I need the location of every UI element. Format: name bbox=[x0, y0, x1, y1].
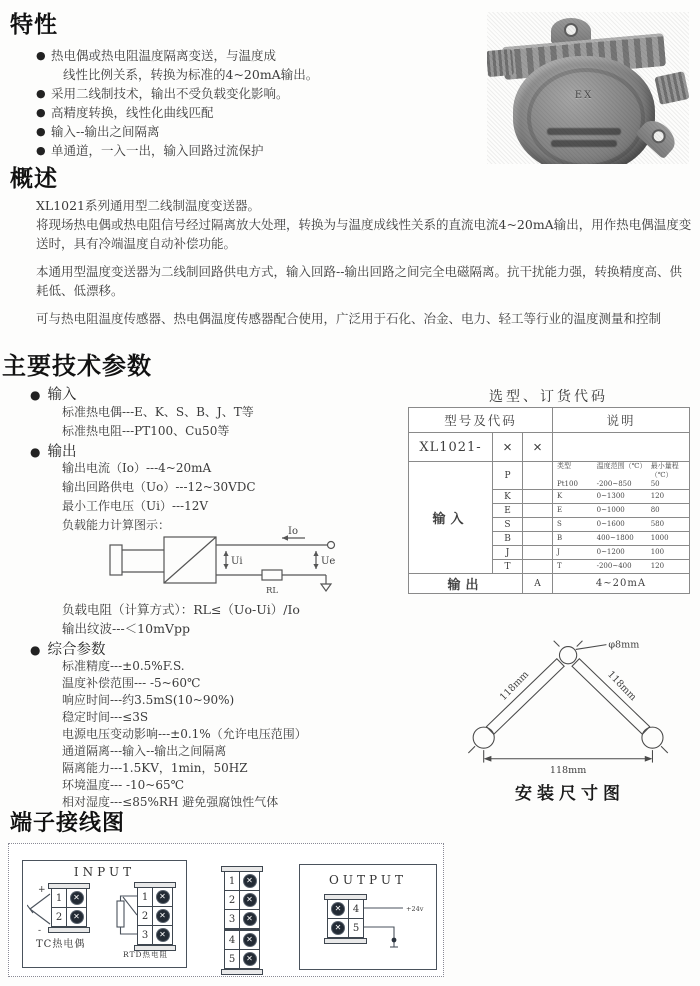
table-row: T T -200~400 120 bbox=[409, 560, 690, 574]
overview-paragraph: 本通用型温度变送器为二线制回路供电方式，输入回路--输出回路之间完全电磁隔离。抗干扰能力强，转换精度高、供耗低、低漂移。 bbox=[36, 264, 682, 298]
hole-diameter-label: φ8mm bbox=[608, 639, 640, 651]
terminal: 3 ✕ bbox=[138, 926, 172, 945]
terminal: 1 ✕ bbox=[138, 888, 172, 907]
mounting-hole-right bbox=[642, 727, 663, 748]
rtd-resistor-symbol bbox=[117, 901, 124, 927]
terminal: ✕ 4 bbox=[328, 900, 363, 919]
screw-icon: ✕ bbox=[244, 894, 256, 906]
input-bullet: ● 输入 bbox=[30, 387, 77, 403]
bullet-icon: ● bbox=[36, 49, 46, 62]
mounting-hole-left bbox=[473, 727, 494, 748]
terminal: 5 ✕ bbox=[225, 950, 259, 969]
terminal-cap bbox=[134, 882, 176, 888]
bullet-icon: ● bbox=[30, 388, 41, 402]
overview-heading: 概述 bbox=[10, 165, 58, 191]
terminal-strip bbox=[224, 871, 260, 970]
screw-icon: ✕ bbox=[157, 910, 169, 922]
feature-item: ● 采用二线制技术，输出不受负载变化影响。 bbox=[36, 86, 289, 101]
table-header-row bbox=[409, 408, 690, 433]
terminal: ✕ 5 bbox=[328, 919, 363, 938]
table-row: J J 0~1200 100 bbox=[409, 546, 690, 560]
terminal-cap bbox=[221, 866, 263, 872]
screw-icon: ✕ bbox=[332, 903, 344, 915]
bullet-icon: ● bbox=[36, 125, 46, 138]
output-terminal bbox=[328, 542, 335, 549]
wiring-diagram bbox=[8, 843, 444, 977]
general-bullet: ● 综合参数 bbox=[30, 642, 106, 658]
output-wires bbox=[300, 865, 436, 969]
screw-icon: ✕ bbox=[244, 934, 256, 946]
terminal: 1 ✕ bbox=[225, 872, 259, 891]
wiring-heading: 端子接线图 bbox=[10, 810, 126, 835]
side-left-dimension: 118mm bbox=[497, 669, 532, 703]
params-heading: 主要技术参数 bbox=[2, 353, 152, 380]
input-label: INPUT bbox=[73, 865, 136, 879]
col-desc-header: 说明 bbox=[553, 408, 690, 433]
product-photo bbox=[487, 12, 689, 164]
feature-item-continuation: 线性比例关系，转换为标准的4~20mA输出。 bbox=[63, 67, 319, 82]
overview-paragraph: 将现场热电偶或热电阻信号经过隔离放大处理，转换为与温度成线性关系的直流电流4~20mA输出，用作热电偶温度变送时，具有冷端温度自动补偿功能。 bbox=[36, 217, 692, 251]
tc-plus-label: + bbox=[38, 885, 46, 895]
order-table-title: 选型、订货代码 bbox=[489, 389, 608, 405]
screw-icon: ✕ bbox=[244, 875, 256, 887]
model-code: XL1021- bbox=[409, 433, 493, 462]
sensor-symbol bbox=[110, 545, 122, 575]
ground-symbol bbox=[321, 584, 331, 591]
rtd-label: RTD热电阻 bbox=[123, 950, 169, 959]
load-resistor bbox=[262, 570, 282, 580]
side-right-dimension: 118mm bbox=[605, 669, 639, 703]
io-label: Io bbox=[288, 526, 298, 537]
terminal: 2 ✕ bbox=[138, 907, 172, 926]
output-items: 输出电流（Io）---4~20mA 输出回路供电（Uo）---12~30VDC 最小工作电压（Ui）---12V 负载能力计算图示： bbox=[62, 461, 256, 532]
rtd-lead-wires bbox=[113, 887, 137, 949]
overview-paragraph: XL1021系列通用型二线制温度变送器。 bbox=[36, 198, 261, 213]
table-row: K K 0~1300 120 bbox=[409, 490, 690, 504]
bullet-icon: ● bbox=[36, 144, 46, 157]
tc-lead-wires bbox=[27, 885, 53, 933]
overview-text bbox=[36, 196, 694, 328]
tc-label: TC热电偶 bbox=[36, 939, 86, 950]
mounting-dimension-diagram bbox=[450, 636, 690, 776]
input-box bbox=[22, 860, 187, 968]
tc-minus-label: - bbox=[38, 926, 42, 933]
load-formula: 负载电阻（计算方式）：RL≤（Uo-Ui）/Io bbox=[62, 602, 300, 617]
terminal: 3 ✕ bbox=[225, 910, 259, 931]
col-model-header: 型号及代码 bbox=[409, 408, 553, 433]
output-group-label: 输出 bbox=[409, 574, 523, 594]
supply-voltage-label: +24v bbox=[406, 905, 424, 913]
terminal: 1 ✕ bbox=[52, 889, 86, 908]
terminal-cap bbox=[48, 927, 90, 933]
ripple-line: 输出纹波---＜10mVpp bbox=[62, 621, 190, 636]
terminal-cap bbox=[48, 883, 90, 889]
feature-item: ● 单通道，一入一出，输入回路过流保护 bbox=[36, 143, 264, 158]
input-group-label: 输入 bbox=[409, 462, 493, 574]
bullet-icon: ● bbox=[36, 87, 46, 100]
ui-label: Ui bbox=[231, 556, 243, 567]
output-row: 输出 A 4~20mA bbox=[409, 574, 690, 594]
desc-header: 类型 温度范围（℃） 最小量程（℃） bbox=[557, 462, 679, 479]
photo-grain-overlay bbox=[487, 12, 689, 164]
input-items: 标准热电偶---E、K、S、B、J、T等 标准热电阻---PT100、Cu50等 bbox=[62, 405, 254, 438]
bullet-icon: ● bbox=[30, 445, 41, 459]
screw-icon: ✕ bbox=[157, 891, 169, 903]
bullet-icon: ● bbox=[30, 643, 41, 657]
screw-icon: ✕ bbox=[157, 929, 169, 941]
table-row: E E 0~1000 80 bbox=[409, 504, 690, 518]
overview-paragraph: 可与热电阻温度传感器、热电偶温度传感器配合使用，广泛用于石化、冶金、电力、轻工等行业的温度测量和控制 bbox=[36, 311, 662, 326]
screw-icon: ✕ bbox=[244, 913, 256, 925]
terminal: 2 ✕ bbox=[52, 908, 86, 927]
model-row bbox=[409, 433, 690, 462]
rtd-terminal-block bbox=[137, 887, 173, 946]
load-dot bbox=[392, 938, 397, 943]
table-row: B B 400~1800 1000 bbox=[409, 532, 690, 546]
features-list bbox=[36, 46, 318, 160]
load-circuit-diagram bbox=[100, 523, 350, 601]
code-placeholder-1: × bbox=[493, 433, 523, 462]
output-box bbox=[299, 864, 437, 970]
screw-icon: ✕ bbox=[244, 953, 256, 965]
bottom-dimension: 118mm bbox=[549, 765, 587, 776]
desc-values: Pt100 -200~850 50 bbox=[557, 480, 660, 488]
table-row: S S 0~1600 580 bbox=[409, 518, 690, 532]
mounting-caption: 安装尺寸图 bbox=[515, 784, 625, 804]
screw-icon: ✕ bbox=[332, 922, 344, 934]
feature-item: ● 高精度转换，线性化曲线匹配 bbox=[36, 105, 214, 120]
output-label: OUTPUT bbox=[329, 873, 407, 887]
screw-icon: ✕ bbox=[71, 911, 83, 923]
screw-icon: ✕ bbox=[71, 892, 83, 904]
general-items: 标准精度---±0.5%F.S. 温度补偿范围--- -5~60℃ 响应时间---约3.5mS(10~90%) 稳定时间---≤3S 电源电压变动影响---±0.1%（允许电压范围） 通道隔离---输入--输出之间隔离 隔离能力---1.5KV，1min，50HZ 环境温度--- -10~65℃ 相对湿度---≤85%RH 避免强腐蚀性气体 bbox=[62, 659, 307, 809]
terminal-cap bbox=[221, 969, 263, 975]
mounting-hole-top bbox=[559, 647, 576, 664]
features-heading: 特性 bbox=[10, 11, 58, 37]
rl-label: RL bbox=[266, 586, 279, 596]
order-code-table bbox=[408, 407, 690, 594]
feature-item: ● 热电偶或热电阻温度隔离变送，与温度成 bbox=[36, 48, 277, 63]
table-row: 输入 P 类型 温度范围（℃） 最小量程（℃） Pt100 -200~850 50 bbox=[409, 462, 690, 490]
emboss-ex-mark: EX bbox=[574, 90, 594, 101]
tc-terminal-block bbox=[51, 888, 87, 928]
code-placeholder-2: × bbox=[523, 433, 553, 462]
terminal: 4 ✕ bbox=[225, 931, 259, 950]
terminal: 2 ✕ bbox=[225, 891, 259, 910]
bullet-icon: ● bbox=[36, 106, 46, 119]
output-bullet: ● 输出 bbox=[30, 444, 77, 460]
ue-label: Ue bbox=[321, 556, 336, 567]
feature-item: ● 输入--输出之间隔离 bbox=[36, 124, 160, 139]
